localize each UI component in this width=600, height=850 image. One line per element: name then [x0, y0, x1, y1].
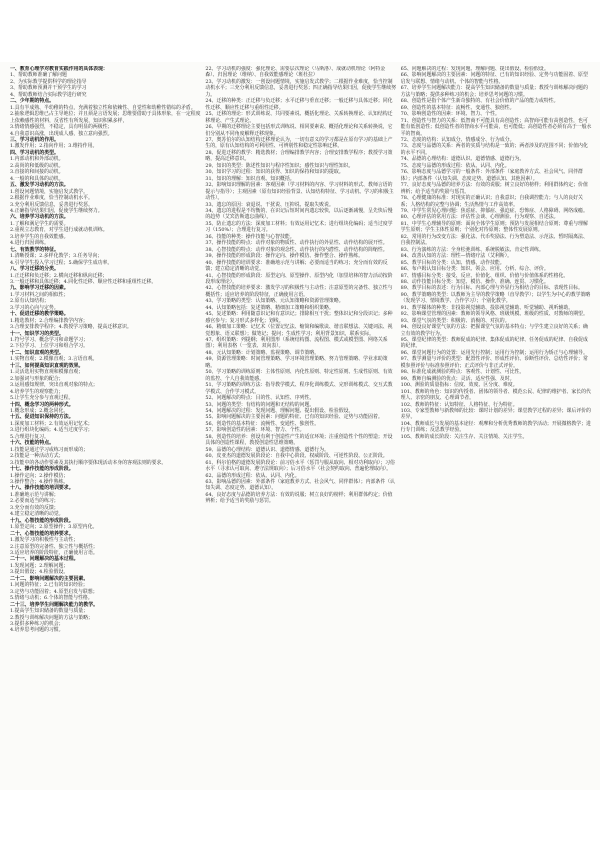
text-line: 88、动作技能目标分类：知觉、模仿、操作、准确、连贯、习惯化。 — [400, 278, 549, 285]
text-line: 66、影响问题解决的主要因素：问题的特征、已有的知识经验、定势与功能固着、原型启发与联想、情绪与动机、个体的智能与性格。 — [400, 72, 588, 85]
text-line: 3.情绪情感强烈，不稳定，具有明显的两极性； — [10, 124, 113, 131]
text-line: 57、影响创造性的因素：环境、智力、个性。 — [205, 427, 305, 434]
text-line: 61、科尔伯格的道德发展阶段论：前习俗水平（惩罚与服从取向、相对功利取向）；习俗水平（寻求认可取向、遵守法规取向）；后习俗水平（社会契约取向、普遍伦理取向）。 — [205, 459, 395, 473]
text-line: 1.创设问题情境，实施启发式教学。 — [10, 188, 89, 195]
text-line: 84、改善认知的方法：理性—情绪疗法（艾利斯）。 — [400, 253, 513, 260]
text-line: 85、教学目标的分类：认知、情感、动作技能。 — [400, 259, 505, 266]
text-line: 97、教学测量与评价的类型：配置性评价、形成性评价、诊断性评价、总结性评价；常模参照评价与标准参照评价；正式评价与非正式评价。 — [400, 356, 588, 369]
text-line: 3.操作整合；4.操作熟练。 — [10, 479, 69, 485]
text-line: 4.进行归因训练。 — [10, 240, 49, 247]
text-line: 24、迁移的种类：正迁移与负迁移；水平迁移与垂直迁移；一般迁移与具体迁移；同化性迁移、顺应性迁移与重组性迁移。 — [205, 98, 393, 111]
text-line: 44、认知策略包括：复述策略、精细加工策略和组织策略。 — [205, 304, 334, 311]
text-line: 二十三、培养学生问题解决能力的教学。 — [10, 601, 99, 608]
text-line: 52、问题解决的特点：目的性、认知性、序列性。 — [205, 395, 315, 402]
text-line: 38、心智技能的特点：动作对象的观念性、动作执行的内潜性、动作结构的简缩性。 — [205, 246, 388, 253]
text-line: 36、技能的种类：操作技能与心智技能。 — [205, 233, 295, 240]
text-line: 43、学习策略的类型：认知策略、元认知策略和资源管理策略。 — [205, 298, 344, 305]
text-line: 60、皮亚杰的道德发展阶段论：自我中心阶段、权威阶段、可逆性阶段、公正阶段。 — [205, 453, 388, 460]
text-columns — [10, 66, 592, 788]
text-line: 5.情绪与动机；6.个体的智能与性格。 — [10, 595, 93, 602]
text-line: 100、测验的质量指标：信度、效度、区分度、难度。 — [400, 382, 518, 389]
text-line: 64、良好态度与品德的培养方法：有效的说服；树立良好的榜样；利用群体约定；价值辨析；给予适当的奖励与惩罚。 — [205, 491, 393, 505]
text-line: 102、教师的特征：认知特征、人格特征、行为特征。 — [400, 401, 518, 408]
text-line: 103、专家型教师与新教师的比较：课时计划的差异；课堂教学过程的差异；课后评价的差异。 — [400, 408, 591, 421]
text-line: 3.学习的心向与定势。 — [10, 304, 59, 311]
text-line: 1.了解和满足学生的需要。 — [10, 220, 69, 227]
text-line: 三、学习动机的作用。 — [10, 136, 59, 143]
text-line: 83、行为演练的方法：全身松弛训练、系统脱敏法、肯定性训练。 — [400, 246, 544, 253]
text-line: 3.进行组块化编码；4.适当过度学习； — [10, 427, 93, 434]
text-line: 50、学习策略的训练原则：主体性原则、内化性原则、特定性原则、生成性原则、有效的监控、个人自我效能感。 — [205, 369, 393, 382]
text-line: 67、培养学生问题解决能力：提高学生知识储备的数量与质量；教授与训练解决问题的方法与策略；提供多种练习的机会；培养思考问题的习惯。 — [400, 85, 588, 98]
text-line: 1.灵活选用实物直观和模像直观； — [10, 369, 84, 376]
text-line: 58、创造性的培养：创设有利于创造性产生的适宜环境；注重创造性个性的塑造；开设具体的创造性课程，教授创造性思维策略。 — [205, 433, 393, 447]
text-line: 1.原型定向；2.原型操作；3.原型内化。 — [10, 524, 98, 531]
text-line: 89、教学目标的表述：行为目标、内部心理与外显行为相结合的目标、表现性目标。 — [400, 285, 583, 292]
text-line: 73、态度与品德的关系：两者的实质与结构是一致的；两者涉及的范围不同；价值内化的水平不同。 — [400, 143, 588, 156]
text-line: 68、创造性是指个体产生新奇独特的、有社会价值的产品的能力或特性。 — [400, 98, 559, 105]
text-line: 十二、知识直观的类型。 — [10, 349, 64, 356]
text-line: 十四、概念学习的两种形式。 — [10, 401, 74, 408]
text-line: 十一、知识学习的类型。 — [10, 330, 64, 337]
text-line: 81、中学生心理辅导的原则：面向全体学生原则；预防与发展相结合原则；尊重与理解学生原则；学生主体性原则；个别化对待原则；整体性发展原则。 — [400, 220, 588, 234]
text-line: 42、心智技能的培养要求：激发学习的积极性与主动性；注意原型的完备性、独立性与概括性；适应培养的阶段特征，正确使用言语。 — [205, 285, 393, 298]
text-line: 3.合理安排教学程序；4.教授学习策略，提高迁移意识。 — [10, 324, 132, 331]
text-line: 79、中学生常见心理问题：焦虑症、抑郁症、强迫症、恐怖症、人格障碍、网络成瘾。 — [400, 207, 588, 214]
text-line: 2.技能是一种活动方式； — [10, 453, 64, 460]
text-line: 2.下位学习、上位学习和组合学习。 — [10, 343, 89, 350]
text-line: 101、教师的角色：知识的传授者、团体的领导者、模范公民、纪律的维护者、家长的代理人、亲密的朋友、心理调节者。 — [400, 388, 591, 402]
text-line: 91、教学媒体的种类：非投影视觉辅助、投影视觉辅助、听觉辅助、视听辅助。 — [400, 304, 574, 311]
text-line: 1.符号学习、概念学习和命题学习； — [10, 337, 89, 344]
text-line: 3.技能中的各动作要素及其执行顺序要体现活动本身的客观法则的要求。 — [10, 459, 167, 466]
text-line: 74、品德的心理结构：道德认识、道德情感、道德行为。 — [400, 156, 525, 163]
text-line: 86、布卢姆认知目标分类：知识、领会、应用、分析、综合、评价。 — [400, 266, 549, 273]
text-line: 3.直接的和间接的动机。 — [10, 169, 64, 176]
text-line: 92、影响课堂管理的因素：教师的领导风格、班级规模、班级的性质、对教师的期望。 — [400, 311, 588, 318]
text-line: 46、精细加工策略：记忆术（位置记忆法、缩简和编歌诀、谐音联想法、关键词法、视觉想象、语义联想）；做笔记；提问；生成性学习；利用背景知识，联系实际。 — [205, 324, 393, 337]
top-margin — [0, 0, 600, 62]
text-line: 2.抽象逻辑思维已占主导地位；并且须是言语发展；思维要借助于具体形象，在一定程度上依赖感性的材料，反省性有所发展，知识积累多样， — [10, 111, 201, 124]
text-line: 四、学习动机的类型。 — [10, 149, 59, 156]
text-line: 2.重视立志教育，对学生进行成就动机训练。 — [10, 227, 108, 234]
text-line: 2.注意原型的完备性、独立性与概括性； — [10, 543, 98, 550]
text-line: 87、情感目标分类：接受、反应、价值化、组织、价值与价值体系的性格化。 — [400, 272, 569, 279]
text-line: 71、创造性与智力的关系：低智商不可能具有高创造性；高智商可能有高创造性，也可能有低创造性；低创造性者的智商水平可能高，也可能低；高创造性者必须有高于一般水平的智商。 — [400, 117, 592, 137]
text-line: 99、教师自编测验的优点：灵活、适应性强、及时。 — [400, 375, 515, 382]
bottom-margin — [0, 790, 600, 850]
text-line: 37、操作技能的特点：动作对象的物质性、动作执行的外显性、动作结构的展开性。 — [205, 240, 388, 247]
text-line: 41、心智技能的形成阶段：原型定向、原型操作、原型内化（加里培林的智力活动按阶段形成理论）。 — [205, 272, 393, 285]
text-line: 2.高尚的和低级的动机。 — [10, 162, 64, 169]
text-line: 1.清晰授课；2.多样化教学；3.任务导向； — [10, 253, 103, 260]
text-line: 4.培养思考问题的习惯。 — [10, 627, 64, 634]
text-line: 二、少年期的特点。 — [10, 98, 55, 105]
text-line: 4.引导学生投入学习过程；5.确保学生成功率。 — [10, 259, 113, 266]
text-line: 4.培养学生的观察能力； — [10, 388, 64, 395]
text-line: 1.操作定向；2.操作模仿； — [10, 472, 69, 479]
text-line: 30、知识学习的过程：知识的获得、知识的保持和知识的提取。 — [205, 169, 344, 176]
text-line: 23、学习动机的激发：一创设问题情境，实施启发式教学；二根据作业难度，恰当控制动机水平；三充分利用反馈信息，妥善进行奖惩；四正确指导结果归因，促使学生继续努力。 — [205, 78, 397, 98]
text-line: 3.一般迁移和具体迁移；4.同化性迁移、顺应性迁移和重组性迁移。 — [10, 278, 157, 285]
text-line: 62、品德的形成过程：依从、认同、内化。 — [205, 472, 300, 479]
text-line: 2.教授与训练解决问题的方法与策略； — [10, 614, 93, 621]
text-line: 1.精选教材；2.合理编排教学内容； — [10, 317, 88, 324]
text-line: 22、学习动机的强度：强化理论、需要层次理论（马斯洛）、成就动机理论（阿特金森）、归因理论（维纳）、自我效能感理论（班杜拉） — [205, 66, 386, 79]
text-line: 十六、技能的特点。 — [10, 440, 55, 447]
text-line: 二十二、影响问题解决的主要因素。 — [10, 575, 89, 582]
text-line: 72、态度的结构：认知成分、情感成分、行为成分。 — [400, 136, 515, 143]
text-line: 3.运用感知规律，突出直观对象的特点； — [10, 382, 98, 389]
text-line: 二十、心智技能的培养要求。 — [10, 530, 74, 537]
text-line: 十、促进迁移的教学策略。 — [10, 311, 69, 318]
text-line: 1.发现问题；2.理解问题； — [10, 562, 69, 569]
text-line: 二十一、问题解决的基本过程。 — [10, 556, 79, 563]
text-line: 3.提供多种练习的机会； — [10, 620, 64, 627]
text-line: 3.充分利用反馈信息，妥善进行奖惩。 — [10, 201, 93, 208]
text-line: 35、防止遗忘的方法：深度加工材料；有效运用记忆术；进行组块化编码；适当过度学习（150%）；合理进行复习。 — [205, 220, 393, 234]
text-line: 十八、操作技能的培训要求。 — [10, 485, 74, 492]
text-line: 78、心理健康的标准：对现实的正确认识；自我意识；自我调控能力；与人的良好关系；人格结构的完整与协调；生活热情与工作高效率。 — [400, 195, 583, 208]
text-line: 十三、如何提高知识直观的效果。 — [10, 362, 84, 369]
text-line: 80、心理评估的常用方法：评估性会谈、心理测验、行为观察、自述法。 — [400, 214, 559, 221]
text-line: 49、资源管理策略：时间管理策略、学习环境管理策略、努力管理策略、学业求助策略。 — [205, 356, 388, 369]
text-line: 1.激发作用；2.指向作用；3.维持作用。 — [10, 143, 98, 150]
text-line: 55、影响问题解决的主要因素：问题的特征、已有的知识经验、定势与功能固着。 — [205, 414, 383, 421]
text-line: 1.提高学生知识储备的数量与质量； — [10, 608, 89, 615]
text-line: 28、促进迁移的教学：精选教材；合理编排教学内容；合理安排教学程序；教授学习策略，提高迁移意识。 — [205, 149, 393, 163]
text-line: 76、影响态度与品德学习的一般条件：外部条件（家庭教养方式、社会风气、同伴群体）；内部条件（认知失调、态度定势、道德认知、其他因素）。 — [400, 169, 583, 182]
text-line: 31、知识的理解：知识直观、知识概括。 — [205, 175, 295, 182]
text-line: 51、学习策略的训练方法：指导教学模式、程序化训练模式、完形训练模式、交互式教学模式、合作学习模式。 — [205, 382, 393, 395]
text-line: 75、态度与品德的形成过程：依从、认同、内化。 — [400, 162, 510, 169]
text-line: 4.正确指导结果归因，促使学生继续努力。 — [10, 207, 103, 214]
text-line: 3.定势与功能固着；4.原型启发与联想； — [10, 588, 98, 595]
text-line: 95、课堂纪律的类型：教师促成的纪律、集体促成的纪律、任务促成的纪律、自我促成的纪律。 — [400, 337, 588, 350]
text-line: 3.提出假设；4.检验假设。 — [10, 569, 69, 576]
text-line: 1、帮助教师准确了解问题 — [10, 72, 67, 79]
text-line: 五、激发学习动机的方法。 — [10, 182, 69, 189]
text-line: 4.自我意识高涨，出现成人感，独立意向强烈。 — [10, 130, 113, 137]
text-line: 十五、促进知识保持的方法。 — [10, 414, 74, 421]
text-line: 1.技能是通过学习或练习而形成的； — [10, 446, 89, 453]
text-line: 3.适应培养的阶段特征，正确使用言语。 — [10, 549, 98, 556]
text-line: 2.根据作业难度，恰当控制动机水平。 — [10, 195, 93, 202]
text-line: 4、帮助教师结合实际教学进行研究 — [10, 91, 87, 98]
text-line: 一、教育心理学对教育实践作用的具体表现： — [10, 66, 108, 72]
text-line: 39、操作技能的形成阶段：操作定向、操作模仿、操作整合、操作熟练。 — [205, 253, 364, 260]
text-line: 3、帮助教师预测并干预学生的学习 — [10, 85, 87, 92]
text-line: 104、教师成长与发展的基本途径：观摩和分析优秀教师的教学活动；开展微格教学；进行专门训练；反思教学经验。 — [400, 420, 591, 434]
text-line: 27、奥苏伯尔的认知结构迁移理论认为，一切有意义的学习都是在原有学习的基础上产生的，原有认知结构的可利用性、可辨别性和稳定性影响迁移。 — [205, 136, 393, 150]
text-line: 33、遗忘的原因：衰退说、干扰说、压抑说、提取失败说。 — [205, 201, 334, 208]
text-line: 1.深度加工材料；2.有效运用记忆术； — [10, 420, 93, 427]
text-line: 3.充分而有效的反馈； — [10, 504, 59, 511]
text-line: 70、影响创造性的因素：环境、智力、个性。 — [400, 111, 500, 118]
text-line: 十九、心智技能的形成阶段。 — [10, 517, 74, 524]
text-line: 25、迁移的理论：形式训练说、共同要素说、概括化理论、关系转换理论、认知结构迁移理论、产生式理论。 — [205, 111, 393, 124]
text-line: 48、元认知策略：计划策略、监视策略、调节策略。 — [205, 349, 320, 356]
text-line: 54、问题解决的过程：发现问题、理解问题、提出假设、检验假设。 — [205, 408, 354, 415]
text-line: 1.正迁移和负迁移；2.横向迁移和纵向迁移； — [10, 272, 108, 279]
text-line: 1.内部动机和外部动机。 — [10, 156, 64, 163]
text-line: 2.原有认知结构； — [10, 298, 49, 305]
text-line: 40、操作技能的培训要求：准确地示范与讲解；必要而适当的练习；充分而有效的反馈；建立稳定清晰的动觉。 — [205, 259, 388, 273]
text-line: 63、影响品德的因素：外部条件（家庭教养方式、社会风气、同伴群体）；内部条件（认知失调、态度定势、道德认知）。 — [205, 479, 395, 492]
text-line: 93、课堂气氛的类型：积极的、消极的、对抗的。 — [400, 317, 510, 324]
text-line: 56、创造性的基本特征：流畅性、变通性、独创性。 — [205, 420, 320, 427]
text-line: 七、有效教学的特征。 — [10, 246, 59, 253]
text-line: 94、创设良好课堂气氛的方法：把握课堂气氛的基本特点；与学生建立良好的关系；确立有效的教学行为。 — [400, 324, 588, 337]
text-line: 77、良好态度与品德的培养方法：有效的说服；树立良好的榜样；利用群体约定；价值辨析；给予适当的奖励与惩罚。 — [400, 182, 588, 195]
text-line: 2.必要而适当的练习； — [10, 498, 59, 505]
text-line: 29、知识的类型：陈述性知识与程序性知识；感性知识与理性知识。 — [205, 162, 354, 169]
text-line: 69、创造性的基本特征：流畅性、变通性、独创性。 — [400, 104, 515, 111]
text-line: 八、学习迁移的分类。 — [10, 266, 59, 273]
text-line: 1.概念形成；2.概念同化。 — [10, 408, 69, 415]
text-line: 2、为实际教学提供科学的理论指导 — [10, 78, 87, 85]
column-right — [401, 66, 592, 788]
text-line: 1.准确地示范与讲解； — [10, 491, 59, 498]
text-line: 98、标准化成就测验的特点：客观性、计划性、可比性。 — [400, 369, 525, 376]
text-line: 5.让学生充分参与直观过程。 — [10, 395, 74, 402]
text-line: 45、复述策略：利用随意识记和有意识记；排除相互干扰；整体识记和分段识记；多种感官参与；复习形式多样化；划线。 — [205, 311, 393, 324]
text-line: 96、课堂问题行为的处置：运用先行控制；运用行为控制；运用行为矫正与心理辅导。 — [400, 349, 588, 356]
text-line: 4.一般的和具体的动机。 — [10, 175, 64, 182]
text-line: 2.加强词与形象的配合； — [10, 375, 64, 382]
text-line: 1.实物直观；2.模像直观；3.言语直观。 — [10, 356, 98, 363]
text-line: 4.建立稳定清晰的动觉。 — [10, 511, 64, 518]
text-line: 65、问题解决的过程：发现问题、理解问题、提出假设、检验假设。 — [400, 66, 549, 72]
text-line: 53、问题的类型：有结构的问题和无结构的问题。 — [205, 401, 315, 408]
text-line: 34、遗忘的进程是不均衡的，在识记后短时间内遗忘较快，以后逐渐减慢，呈先快后慢的趋势（艾宾浩斯遗忘曲线）。 — [205, 207, 393, 221]
column-middle — [205, 66, 396, 788]
text-line: 六、培养学习动机的方法。 — [10, 214, 69, 221]
text-line: 59、品德的心理结构：道德认识、道德情感、道德行为。 — [205, 446, 329, 453]
text-line: 5.合理进行复习。 — [10, 433, 49, 440]
text-line: 十七、操作技能的形成阶段。 — [10, 466, 74, 473]
text-line: 3.培养学生的自我效能感。 — [10, 233, 69, 240]
text-line: 47、组织策略：列提纲；利用图形（系统结构图、流程图、模式或模型图、网络关系图）；利用表格（一览表、双向表）。 — [205, 337, 388, 350]
text-line: 105、教师的成长阶段：关注生存、关注情境、关注学生。 — [400, 433, 528, 440]
text-line: 26、早期的迁移理论主要包括形式训练说、相同要素说、概括化理论和关系转换说，它们分别从不同角度解释迁移现象。 — [205, 124, 393, 137]
column-left — [10, 66, 201, 788]
text-line: 32、影响知识理解的因素：客观因素（学习材料的内容、学习材料的形式、教师言语的提示与指导）；主观因素（原有知识经验背景、认知结构特征、学习动机、学习的积极主动性）。 — [205, 182, 394, 202]
text-line: 90、教学策略的类型：以教师为主导的教学策略（直导教学）；以学生为中心的教学策略（发现学习、情境教学、合作学习）；个别化教学。 — [400, 291, 591, 305]
text-line: 82、常用的行为改变方法：强化法、代币奖励法、行为塑造法、示范法、暂时隔离法、自我控制法。 — [400, 233, 588, 247]
text-line: 1.激发学习的积极性与主动性； — [10, 537, 79, 544]
text-line: 1.问题的特征；2.已有的知识经验； — [10, 582, 88, 589]
text-line: 1.学习材料之间的相似性； — [10, 291, 69, 298]
text-line: 九、影响学习迁移的因素。 — [10, 285, 69, 292]
text-line: 1.具有半成熟、半幼稚的特点，充满着独立性和依赖性、自觉性和幼稚性错综的矛盾。 — [10, 104, 196, 111]
